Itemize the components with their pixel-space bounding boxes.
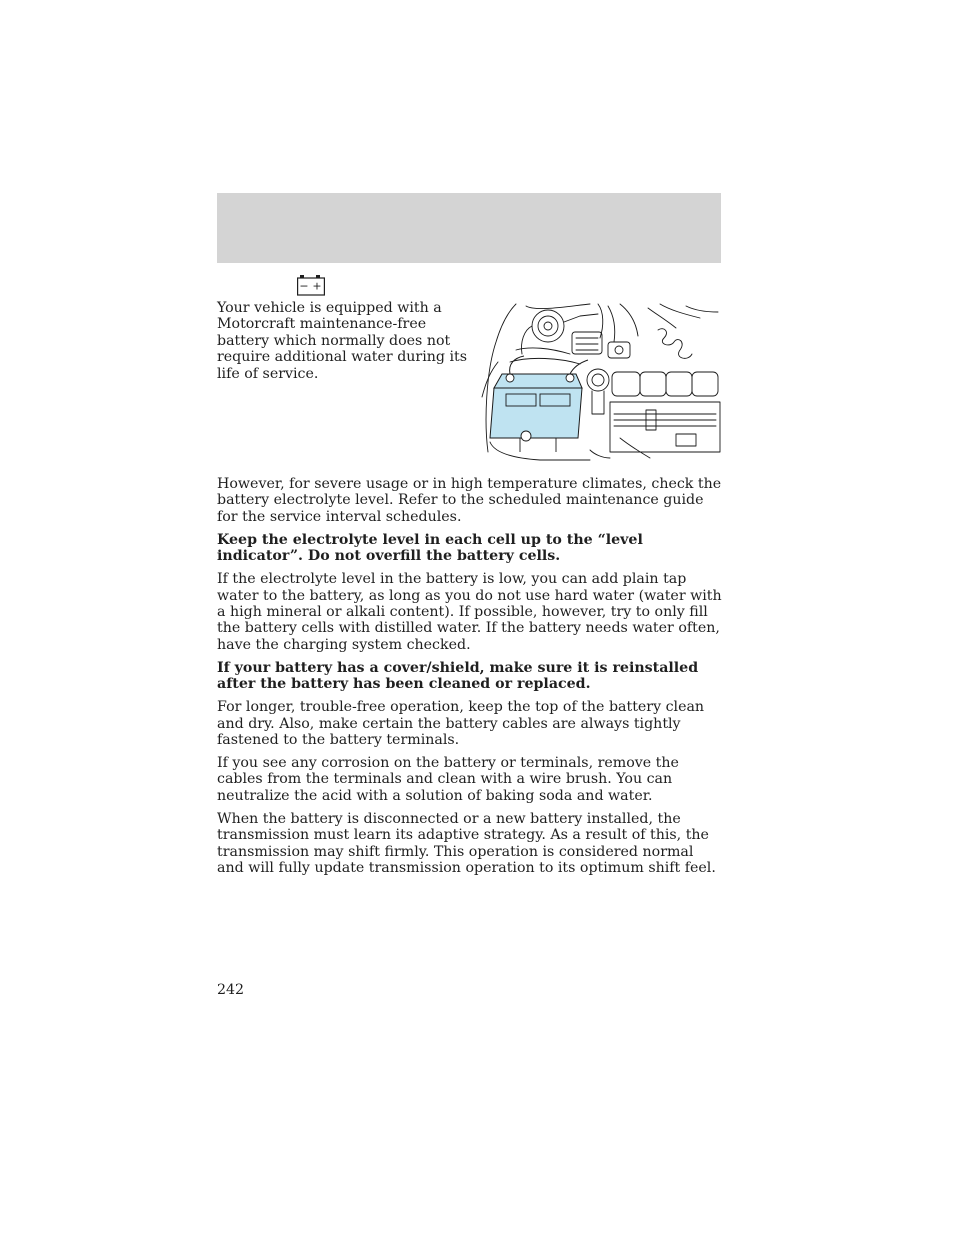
engine-battery-illustration <box>480 302 723 462</box>
paragraph-clean-dry: For longer, trouble-free operation, keep the top of the battery clean and dry. Also, make certain the battery cables are always tightly fastened to the battery terminals. <box>217 699 705 749</box>
battery-highlight <box>490 356 588 452</box>
section-header-band <box>217 193 721 263</box>
intro-paragraph: Your vehicle is equipped with a Motorcraft maintenance-free battery which normally does not require additional water during its life of service. <box>217 300 467 382</box>
battery-minus-sign: − <box>299 279 309 293</box>
paragraph-corrosion: If you see any corrosion on the battery or terminals, remove the cables from the terminals and clean with a wire brush. You can neutralize the acid with a solution of baking soda and water. <box>217 755 679 804</box>
paragraph-severe-usage: However, for severe usage or in high temperature climates, check the battery electrolyte level. Refer to the scheduled maintenance guide for the service interval schedules. <box>217 476 722 525</box>
paragraph-transmission-adaptive: When the battery is disconnected or a new battery installed, the transmission must learn its adaptive strategy. As a result of this, the transmission may shift firmly. This operation is considered normal and will fully update transmission operation to its optimum shift feel. <box>217 810 716 877</box>
battery-icon <box>297 275 325 296</box>
paragraph-low-electrolyte: If the electrolyte level in the battery is low, you can add plain tap water to the battery, as long as you do not use hard water (water with a high mineral or alkali content). If possible, however, try to only fill the battery cells with distilled water. If the battery needs water often, have the charging system checked. <box>217 571 722 653</box>
body-text <box>217 476 723 883</box>
paragraph-cover-shield-warning: If your battery has a cover/shield, make sure it is reinstalled after the battery has been cleaned or replaced. <box>217 659 699 693</box>
paragraph-electrolyte-level-warning: Keep the electrolyte level in each cell up to the “level indicator”. Do not overfill the battery cells. <box>217 531 643 565</box>
battery-plus-sign: + <box>312 279 322 293</box>
page-number: 242 <box>217 982 245 998</box>
